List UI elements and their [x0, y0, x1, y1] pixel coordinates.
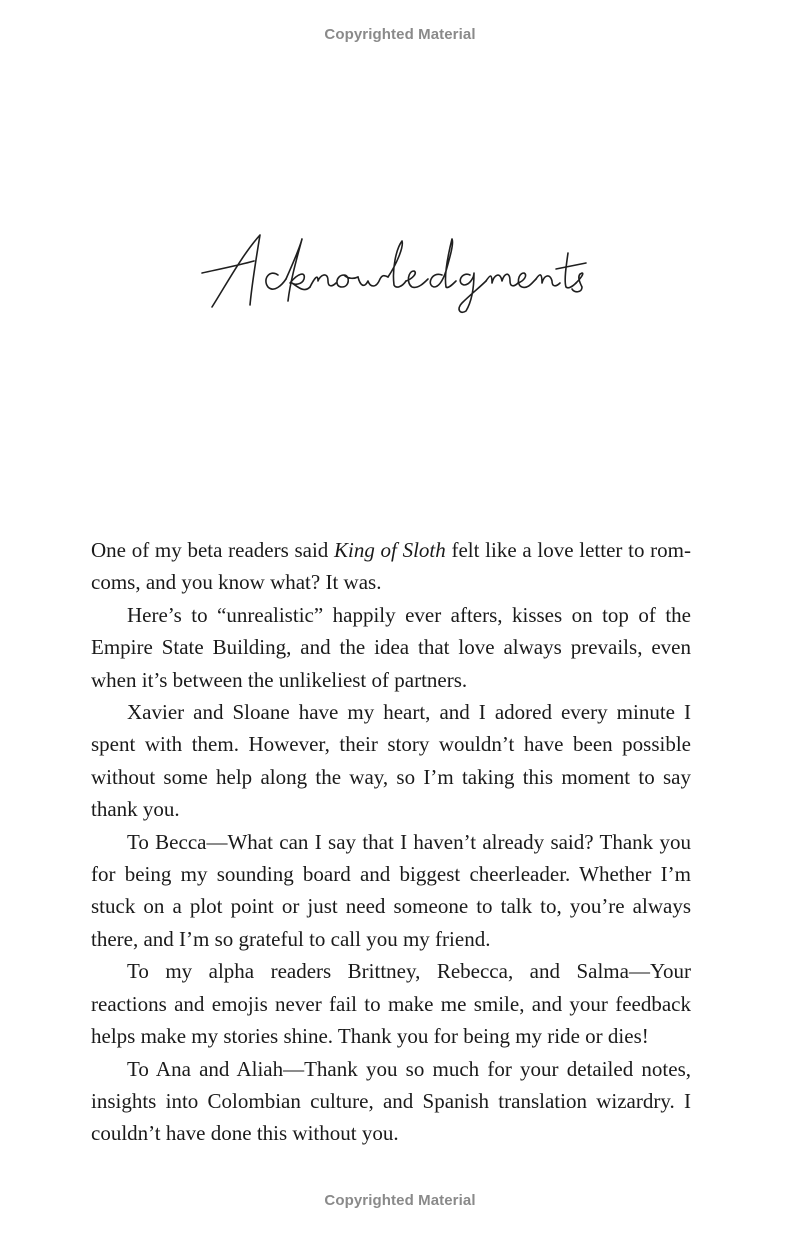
paragraph-6: To Ana and Aliah—Thank you so much for your detailed notes, insights into Colombian culture, and Spanish translation wizardry. I couldn’t have done this without you.: [91, 1056, 691, 1146]
paragraph-1: [91, 534, 691, 599]
chapter-title: [190, 225, 590, 315]
copyright-watermark-bottom: Copyrighted Material: [324, 1192, 476, 1209]
paragraph-4: To Becca—What can I say that I haven’t already said? Thank you for being my sounding board and biggest cheerleader. Whether I’m stuck on a plot point or just need someone to talk to, you’re always there, and I’m so grateful to call you my friend.: [91, 829, 691, 951]
chapter-title-text: [190, 225, 590, 315]
paragraph-3: Xavier and Sloane have my heart, and I adored every minute I spent with them. However, their story wouldn’t have been possible without some help along the way, so I’m taking this moment to say thank you.: [91, 700, 691, 822]
book-title-italic: King of Sloth: [334, 538, 446, 562]
acknowledgments-body: [91, 534, 691, 1150]
paragraph-5: To my alpha readers Brittney, Rebecca, and Salma—Your reactions and emojis never fail to make me smile, and your feedback helps make my stories shine. Thank you for being my ride or dies!: [91, 959, 691, 1049]
paragraph-1-end: felt like a love letter to rom-coms, and you know what? It was.: [91, 538, 691, 595]
paragraph-1-start: One of my beta readers said: [91, 538, 334, 562]
paragraph-2: Here’s to “unrealistic” happily ever afters, kisses on top of the Empire State Building, and the idea that love always prevails, even when it’s between the unlikeliest of partners.: [91, 602, 691, 692]
copyright-watermark-top: Copyrighted Material: [324, 26, 476, 43]
